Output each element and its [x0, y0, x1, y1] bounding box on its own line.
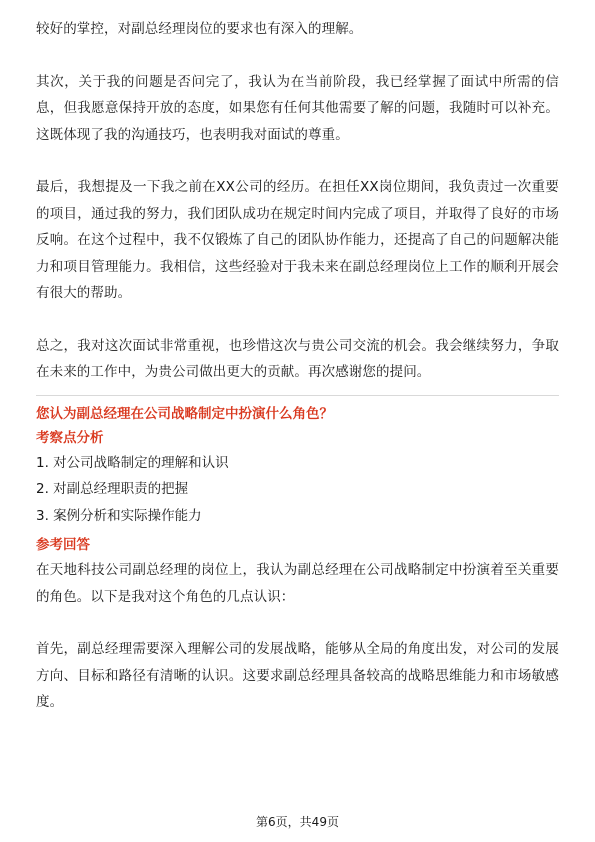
body-paragraph: 其次，关于我的问题是否问完了，我认为在当前阶段，我已经掌握了面试中所需的信息，但我愿意保持开放的态度，如果您有任何其他需要了解的问题，我随时可以补充。这既体现了我的沟通技巧，也表明我对面试的尊重。 [36, 73, 559, 143]
document-page [36, 16, 559, 716]
page-number: 第6页，共49页 [256, 815, 339, 829]
body-paragraph: 总之，我对这次面试非常重视，也珍惜这次与贵公司交流的机会。我会继续努力，争取在未来的工作中，为贵公司做出更大的贡献。再次感谢您的提问。 [36, 337, 559, 380]
body-paragraph: 最后，我想提及一下我之前在XX公司的经历。在担任XX岗位期间，我负责过一次重要的项目，通过我的努力，我们团队成功在规定时间内完成了项目，并取得了良好的市场反响。在这个过程中，我不仅锻炼了自己的团队协作能力，还提高了自己的问题解决能力和项目管理能力。我相信，这些经验对于我未来在副总经理岗位上工作的顺利开展会有很大的帮助。 [36, 179, 559, 301]
body-paragraph: 较好的掌控，对副总经理岗位的要求也有深入的理解。 [36, 21, 363, 37]
answer-paragraph: 在天地科技公司副总经理的岗位上，我认为副总经理在公司战略制定中扮演着至关重要的角色。以下是我对这个角色的几点认识： [36, 562, 559, 605]
analysis-item: 2. 对副总经理职责的把握 [36, 481, 189, 497]
answer-heading: 参考回答 [36, 537, 90, 553]
analysis-heading: 考察点分析 [36, 429, 104, 446]
analysis-item: 3. 案例分析和实际操作能力 [36, 507, 202, 524]
section-divider [36, 395, 559, 396]
answer-paragraph: 首先，副总经理需要深入理解公司的发展战略，能够从全局的角度出发，对公司的发展方向、目标和路径有清晰的认识。这要求副总经理具备较高的战略思维能力和市场敏感度。 [36, 641, 559, 710]
interview-question: 您认为副总经理在公司战略制定中扮演什么角色？ [36, 405, 333, 422]
analysis-item: 1. 对公司战略制定的理解和认识 [36, 454, 229, 471]
